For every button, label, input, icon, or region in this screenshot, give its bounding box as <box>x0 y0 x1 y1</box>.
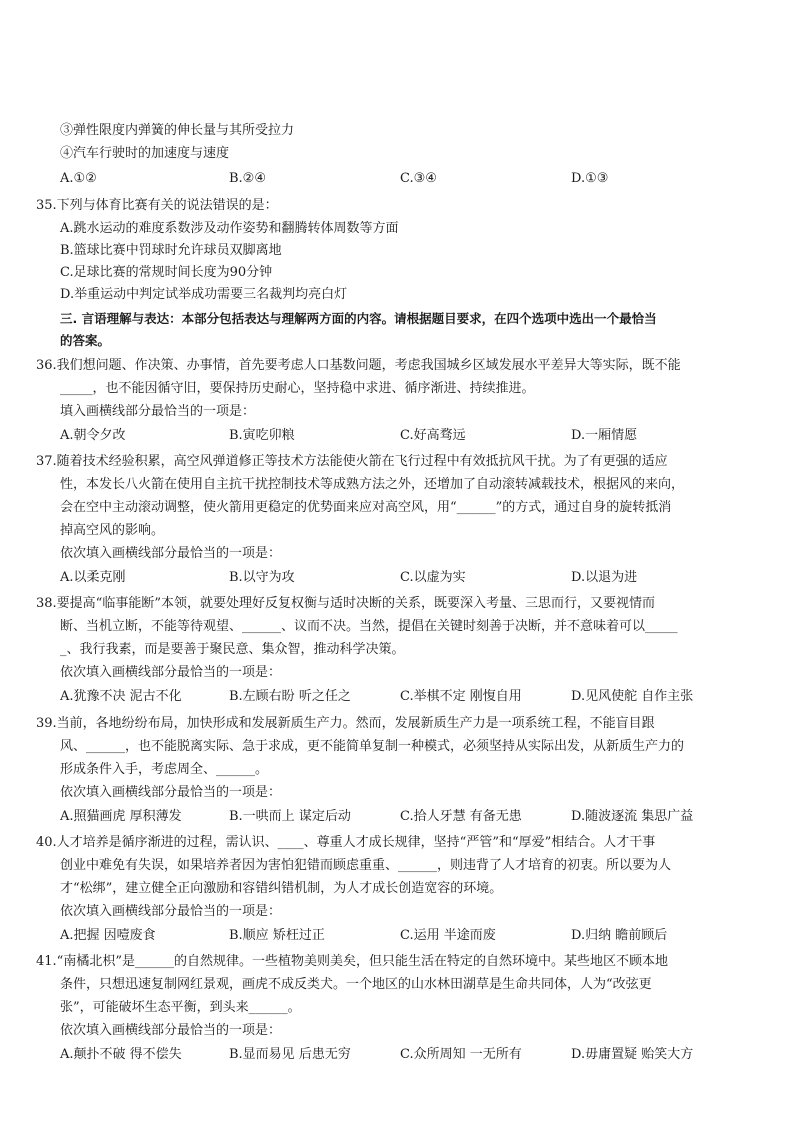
q38-stem-line-3: _、我行我素，而是要善于聚民意、集众智，推动科学决策。 <box>60 642 405 657</box>
q36-option-b: B.寅吃卯粮 <box>229 428 295 443</box>
q38-option-c: C.举棋不定 刚愎自用 <box>400 689 522 704</box>
q37-option-c: C.以虚为实 <box>400 570 466 585</box>
q41-stem-line-3: 张”，可能破坏生态平衡，到头来______。 <box>60 1000 301 1015</box>
q34-option-a: A.①② <box>60 171 97 186</box>
q41-option-d: D.毋庸置疑 贻笑大方 <box>571 1047 694 1062</box>
q40-option-c: C.运用 半途而废 <box>400 928 496 943</box>
q39-prompt: 依次填入画横线部分最恰当的一项是： <box>60 785 282 800</box>
q40-option-a: A.把握 因噎废食 <box>60 928 156 943</box>
q40-prompt: 依次填入画横线部分最恰当的一项是： <box>60 904 282 919</box>
q36-options <box>60 427 760 445</box>
q40-option-d: D.归纳 瞻前顾后 <box>571 928 668 943</box>
q41-stem-line-1: 41.“南橘北枳”是______的自然规律。一些植物美则美矣，但只能生活在特定的自然环境中。某些地区不顾本地 <box>36 954 668 969</box>
q38-stem-line-2: 断、当机立断，不能等待观望、______、议而不决。当然，提倡在关键时刻善于决断，并不意味着可以_____ <box>60 619 678 634</box>
q37-stem-line-4: 掉高空风的影响。 <box>60 523 165 538</box>
q39-stem-line-1: 39.当前，各地纷纷布局，加快形成和发展新质生产力。然而，发展新质生产力是一项系统工程，不能盲目跟 <box>36 716 655 731</box>
q40-stem-line-3: 才“松绑”，建立健全正向激励和容错纠错机制，为人才成长创造宽容的环境。 <box>60 881 503 896</box>
q36-prompt: 填入画横线部分最恰当的一项是： <box>60 404 256 419</box>
q39-option-d: D.随波逐流 集思广益 <box>571 809 694 824</box>
q37-option-d: D.以退为进 <box>571 570 638 585</box>
q39-option-c: C.拾人牙慧 有备无患 <box>400 809 522 824</box>
q40-stem-line-2: 创业中难免有失误，如果培养者因为害怕犯错而顾虑重重、______，则违背了人才培育的初衷。所以要为人 <box>60 858 672 873</box>
q39-option-b: B.一哄而上 谋定后动 <box>229 809 351 824</box>
q37-option-b: B.以守为攻 <box>229 570 295 585</box>
q41-stem-line-2: 条件，只想迅速复制网红景观，画虎不成反类犬。一个地区的山水林田湖草是生命共同体，人为“改弦更 <box>60 977 652 992</box>
q41-option-c: C.众所周知 一无所有 <box>400 1047 522 1062</box>
q37-stem-line-2: 性，本发长八火箭在使用自主抗干扰控制技术等成熟方法之外，还增加了自动滚转减载技术，根据风的来向， <box>60 477 685 492</box>
q35-stem: 35.下列与体育比赛有关的说法错误的是： <box>36 198 278 213</box>
q40-options <box>60 927 760 945</box>
q34-item-3: ③弹性限度内弹簧的伸长量与其所受拉力 <box>60 123 295 138</box>
q37-prompt: 依次填入画横线部分最恰当的一项是： <box>60 546 282 561</box>
q36-option-c: C.好高骛远 <box>400 428 466 443</box>
q38-option-b: B.左顾右盼 听之任之 <box>229 689 351 704</box>
q39-stem-line-2: 风、______，也不能脱离实际、急于求成，更不能简单复制一种模式，必须坚持从实际出发，从新质生产力的 <box>60 739 685 754</box>
q41-options <box>60 1046 760 1064</box>
q39-options <box>60 808 760 826</box>
q35-choice-b: B.篮球比赛中罚球时允许球员双脚离地 <box>60 243 282 258</box>
q36-option-a: A.朝令夕改 <box>60 428 126 443</box>
q41-option-a: A.颠扑不破 得不偿失 <box>60 1047 182 1062</box>
q34-option-c: C.③④ <box>400 171 437 186</box>
q38-option-d: D.见风使舵 自作主张 <box>571 689 694 704</box>
q37-option-a: A.以柔克刚 <box>60 570 126 585</box>
q35-choice-c: C.足球比赛的常规时间长度为90分钟 <box>60 265 273 280</box>
q36-stem-line-2: _____，也不能因循守旧，要保持历史耐心，坚持稳中求进、循序渐进、持续推进。 <box>60 381 535 396</box>
section-3-heading-cont: 的答案。 <box>60 333 111 348</box>
q39-stem-line-3: 形成条件入手，考虑周全、______。 <box>60 762 269 777</box>
q40-option-b: B.顺应 矫枉过正 <box>229 928 325 943</box>
q41-prompt: 依次填入画横线部分最恰当的一项是： <box>60 1023 282 1038</box>
q38-prompt: 依次填入画横线部分最恰当的一项是： <box>60 665 282 680</box>
q34-item-4: ④汽车行驶时的加速度与速度 <box>60 146 230 161</box>
q37-stem-line-3: 会在空中主动滚动调整，使火箭用更稳定的优势面来应对高空风，用“______”的方式，通过自身的旋转抵消 <box>60 500 672 515</box>
q39-option-a: A.照猫画虎 厚积薄发 <box>60 809 182 824</box>
q38-stem-line-1: 38.要提高“临事能断”本领，就要处理好反复权衡与适时决断的关系，既要深入考量、三思而行，又要视情而 <box>36 596 655 611</box>
q35-choice-a: A.跳水运动的难度系数涉及动作姿势和翻腾转体周数等方面 <box>60 221 399 236</box>
q34-options <box>60 170 760 188</box>
q38-option-a: A.犹豫不决 泥古不化 <box>60 689 182 704</box>
q35-choice-d: D.举重运动中判定试举成功需要三名裁判均亮白灯 <box>60 287 348 302</box>
q37-stem-line-1: 37.随着技术经验积累，高空风弹道修正等技术方法能使火箭在飞行过程中有效抵抗风干扰。为了有更强的适应 <box>36 454 668 469</box>
q38-options <box>60 688 760 706</box>
q34-option-d: D.①③ <box>571 171 609 186</box>
q36-stem-line-1: 36.我们想问题、作决策、办事情，首先要考虑人口基数问题，考虑我国城乡区域发展水平差异大等实际，既不能 <box>36 358 681 373</box>
q41-option-b: B.显而易见 后患无穷 <box>229 1047 351 1062</box>
q40-stem-line-1: 40.人才培养是循序渐进的过程，需认识、____、尊重人才成长规律，坚持“严管”和“厚爱”相结合。人才干事 <box>36 835 656 850</box>
section-3-heading: 三. 言语理解与表达：本部分包括表达与理解两方面的内容。请根据题目要求，在四个选项中选出一个最恰当 <box>60 311 657 326</box>
q37-options <box>60 569 760 587</box>
q34-option-b: B.②④ <box>229 171 266 186</box>
q36-option-d: D.一厢情愿 <box>571 428 638 443</box>
